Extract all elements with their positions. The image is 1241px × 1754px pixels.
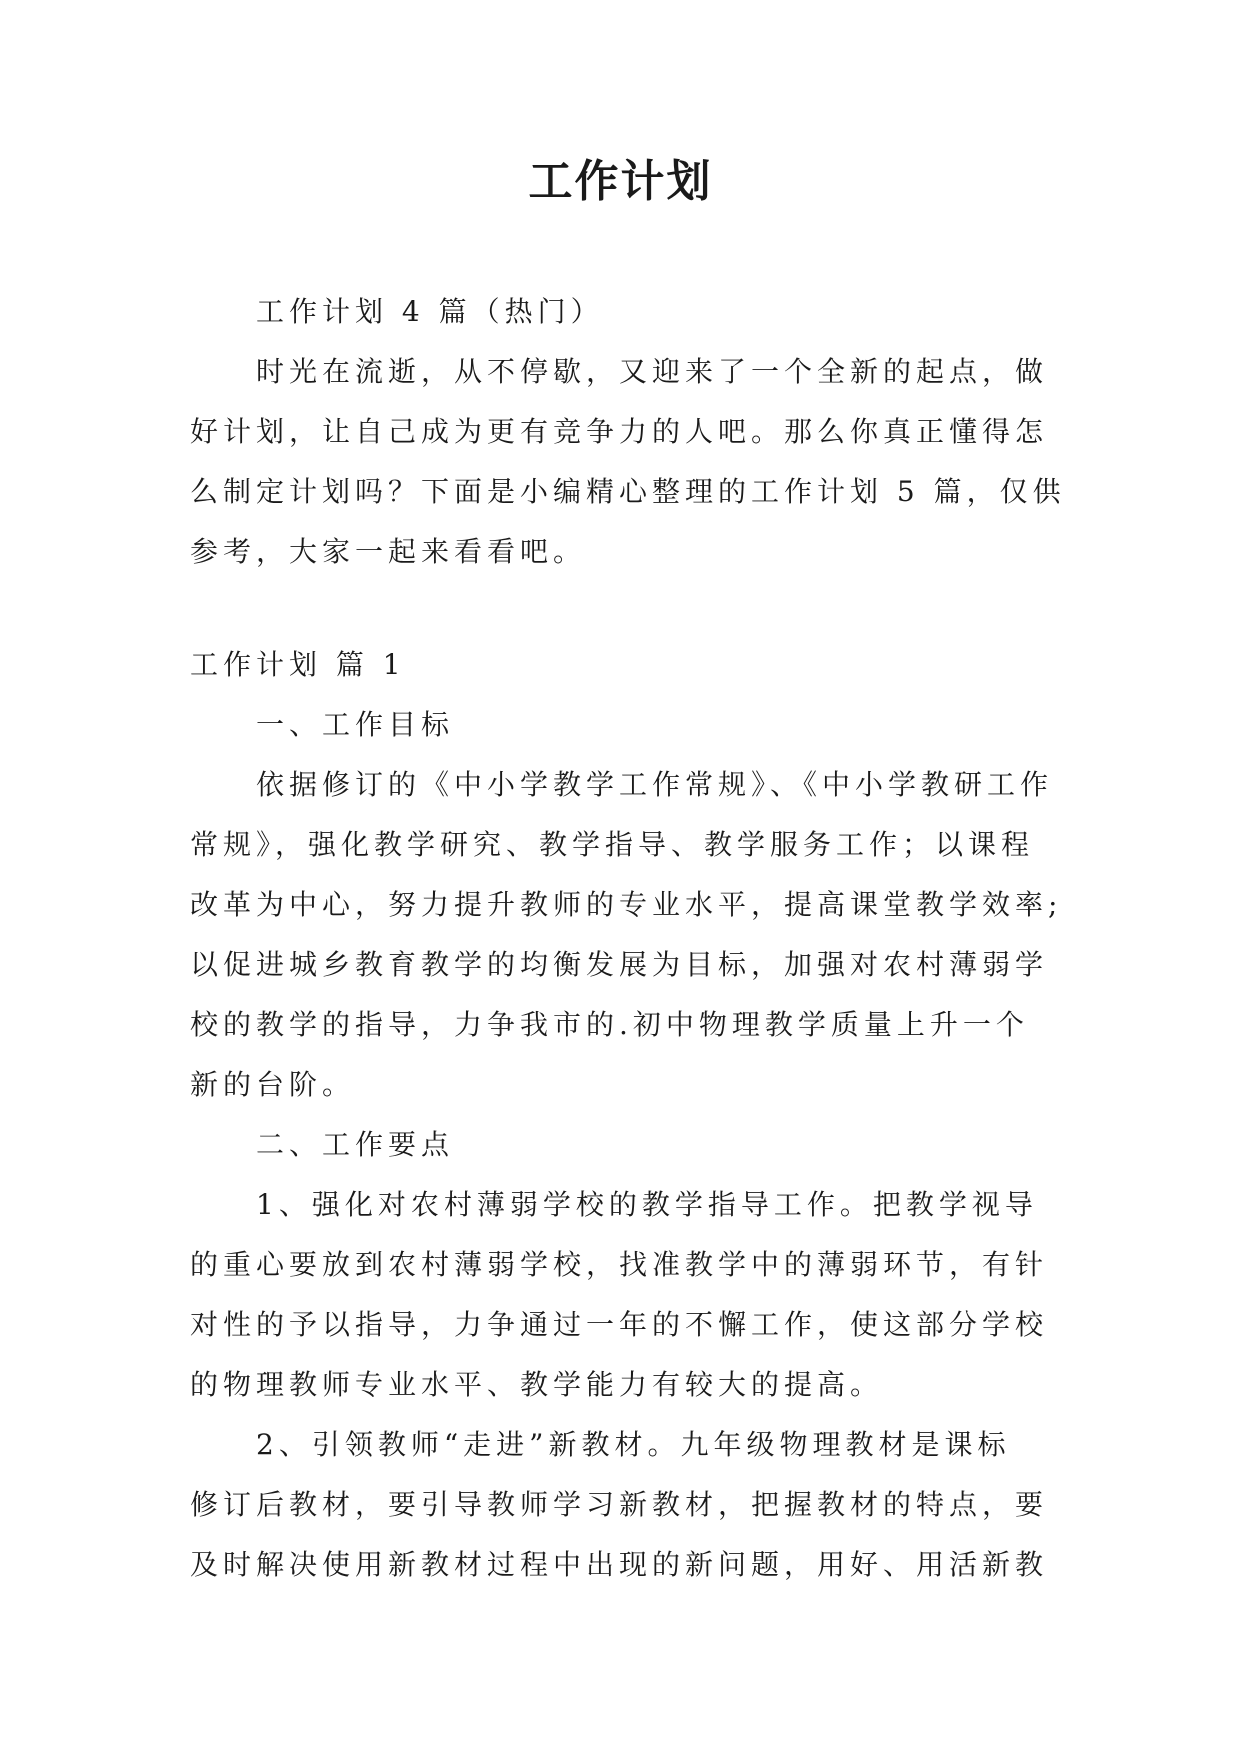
point2-line: 修订后教材，要引导教师学习新教材，把握教材的特点，要 <box>190 1488 1049 1521</box>
point1-line: 1、强化对农村薄弱学校的教学指导工作。把教学视导 <box>256 1188 1038 1221</box>
goal-line: 常规》，强化教学研究、教学指导、教学服务工作；以课程 <box>190 828 1035 861</box>
point1-line: 的重心要放到农村薄弱学校，找准教学中的薄弱环节，有针 <box>190 1248 1049 1281</box>
intro-line: 时光在流逝，从不停歇，又迎来了一个全新的起点，做 <box>256 355 1049 388</box>
point2-line: 2、引领教师“走进”新教材。九年级物理教材是课标 <box>256 1428 1011 1461</box>
document-subtitle: 工作计划 4 篇（热门） <box>256 295 604 328</box>
document-body <box>190 282 1066 1595</box>
goal-line: 以促进城乡教育教学的均衡发展为目标，加强对农村薄弱学 <box>190 948 1049 981</box>
point1-line: 对性的予以指导，力争通过一年的不懈工作，使这部分学校 <box>190 1308 1049 1341</box>
point2-line: 及时解决使用新教材过程中出现的新问题，用好、用活新教 <box>190 1548 1049 1581</box>
goal-line: 依据修订的《中小学教学工作常规》、《中小学教研工作 <box>256 768 1054 801</box>
goal-line: 改革为中心，努力提升教师的专业水平，提高课堂教学效率; <box>190 888 1063 921</box>
intro-line: 么制定计划吗？下面是小编精心整理的工作计划 5 篇，仅供 <box>190 475 1066 508</box>
goal-heading: 一、工作目标 <box>256 708 455 741</box>
point1-line: 的物理教师专业水平、教学能力有较大的提高。 <box>190 1368 884 1401</box>
intro-line: 好计划，让自己成为更有竞争力的人吧。那么你真正懂得怎 <box>190 415 1049 448</box>
points-heading: 二、工作要点 <box>256 1128 455 1161</box>
intro-line: 参考，大家一起来看看吧。 <box>190 535 587 568</box>
goal-line: 新的台阶。 <box>190 1068 356 1101</box>
section-heading: 工作计划 篇 1 <box>190 648 406 681</box>
page-title: 工作计划 <box>528 156 713 207</box>
goal-line: 校的教学的指导，力争我市的.初中物理教学质量上升一个 <box>190 1008 1029 1041</box>
